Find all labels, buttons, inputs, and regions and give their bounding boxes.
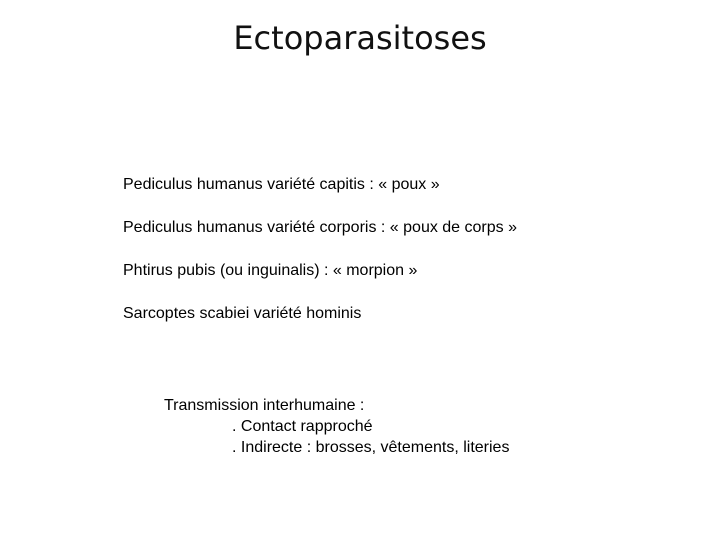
transmission-block: [164, 395, 509, 458]
transmission-heading: Transmission interhumaine :: [164, 397, 365, 414]
parasite-item-head-lice: Pediculus humanus variété capitis : « poux »: [123, 176, 440, 193]
parasite-item-body-lice: Pediculus humanus variété corporis : « poux de corps »: [123, 219, 517, 236]
transmission-mode-contact: . Contact rapproché: [232, 418, 373, 435]
parasite-item-scabies: Sarcoptes scabiei variété hominis: [123, 305, 362, 322]
parasite-item-crab-lice: Phtirus pubis (ou inguinalis) : « morpion »: [123, 262, 418, 279]
transmission-mode-indirect: . Indirecte : brosses, vêtements, literies: [232, 439, 510, 456]
slide-title: Ectoparasitoses: [233, 19, 487, 57]
